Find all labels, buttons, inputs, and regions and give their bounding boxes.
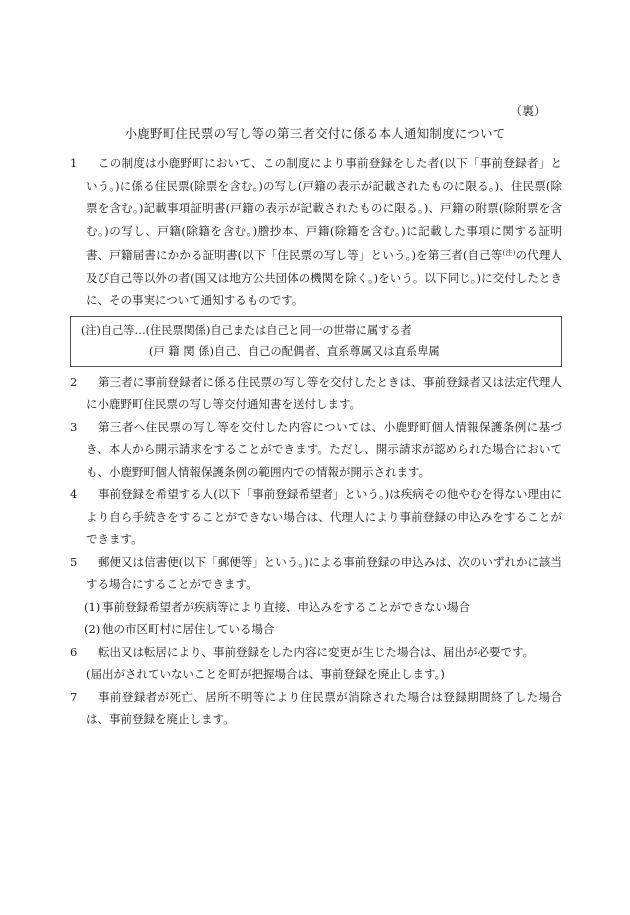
item-text-part-b: の代理人及び自己等以外の者(国又は地方公共団体の機関を除く。)をいう。以下同じ。)に交付したときに、その事実について通知するものです。 (86, 248, 562, 307)
list-item-7 (70, 686, 562, 731)
item-text: 郵便又は信書便(以下「郵便等」という。)による事前登録の申込みは、次のいずれかに該当する場合にすることができます。 (86, 554, 562, 591)
item-number: 6 (70, 644, 78, 659)
sub-item-text: 事前登録希望者が疾病等により直接、申込みをすることができない場合 (102, 599, 470, 614)
note-line-resident: (注)自己等…(住民票関係)自己または自己と同一の世帯に属する者 (81, 323, 412, 337)
item-number: 7 (70, 689, 78, 704)
list-item-3 (70, 416, 562, 484)
footnote-marker: (注) (502, 249, 516, 257)
document-body (70, 152, 562, 731)
item-text: 事前登録者が死亡、居所不明等により住民票が消除された場合は登録期間終了した場合は、事前登録を廃止します。 (86, 689, 562, 726)
sub-item-number: (2) (84, 622, 101, 636)
document-title: 小鹿野町住民票の写し等の第三者交付に係る本人通知制度について (124, 126, 506, 141)
list-item-5 (70, 551, 562, 596)
item-number: 3 (70, 419, 78, 434)
sub-item-1 (70, 596, 562, 619)
note-box (70, 316, 562, 367)
list-item-6 (70, 641, 562, 686)
sub-item-text: 他の市区町村に居住している場合 (102, 622, 275, 636)
sub-item-number: (1) (84, 599, 101, 614)
item-text: 転出又は転居により、事前登録をした内容に変更が生じた場合は、届出が必要です。 (98, 644, 535, 659)
list-item-1 (70, 152, 562, 312)
note-line-family-register: (戸 籍 関 係)自己、自己の配偶者、直系尊属又は直系卑属 (149, 344, 440, 358)
item-text (86, 152, 562, 312)
sub-item-2 (70, 618, 562, 641)
item-text: 第三者に事前登録者に係る住民票の写し等を交付したときは、事前登録者又は法定代理人に小鹿野町住民票の写し等交付通知書を送付します。 (86, 374, 562, 411)
item-text-part-a: この制度は小鹿野町において、この制度により事前登録をした者(以下「事前登録者」という。)に係る住民票(除票を含む。)の写し(戸籍の表示が記載されたものに限る。)、住民票(除票を含む。)記載事項証明書(戸籍の表示が記載されたものに限る。)、戸籍の附票(除附票を含む。)の写し、戸籍(除籍を含む。)謄抄本、戸籍(除籍を含む。)に記載した事項に関する証明書、戸籍届書にかかる証明書(以下「住民票の写し等」という。)を第三者(自己等 (86, 156, 562, 262)
item-text: 事前登録を希望する人(以下「事前登録希望者」という。)は疾病その他やむを得ない理由により自ら手続きをすることができない場合は、代理人により事前登録の申込みをすることができます。 (86, 487, 562, 546)
item-text-note: (届出がされていないことを町が把握場合は、事前登録を廃止します。) (86, 667, 445, 681)
item-text: 第三者へ住民票の写し等を交付した内容については、小鹿野町個人情報保護条例に基づき、本人から開示請求をすることができます。ただし、開示請求が認められた場合においても、小鹿野町個人情報保護条例の範囲内での情報が開示されます。 (86, 419, 562, 479)
item-number: 1 (70, 156, 78, 170)
item-number: 4 (70, 487, 78, 501)
item-number: 2 (70, 374, 78, 389)
side-label-reverse: （裏） (509, 104, 546, 118)
item-number: 5 (70, 554, 78, 569)
list-item-4 (70, 483, 562, 551)
list-item-2 (70, 371, 562, 416)
